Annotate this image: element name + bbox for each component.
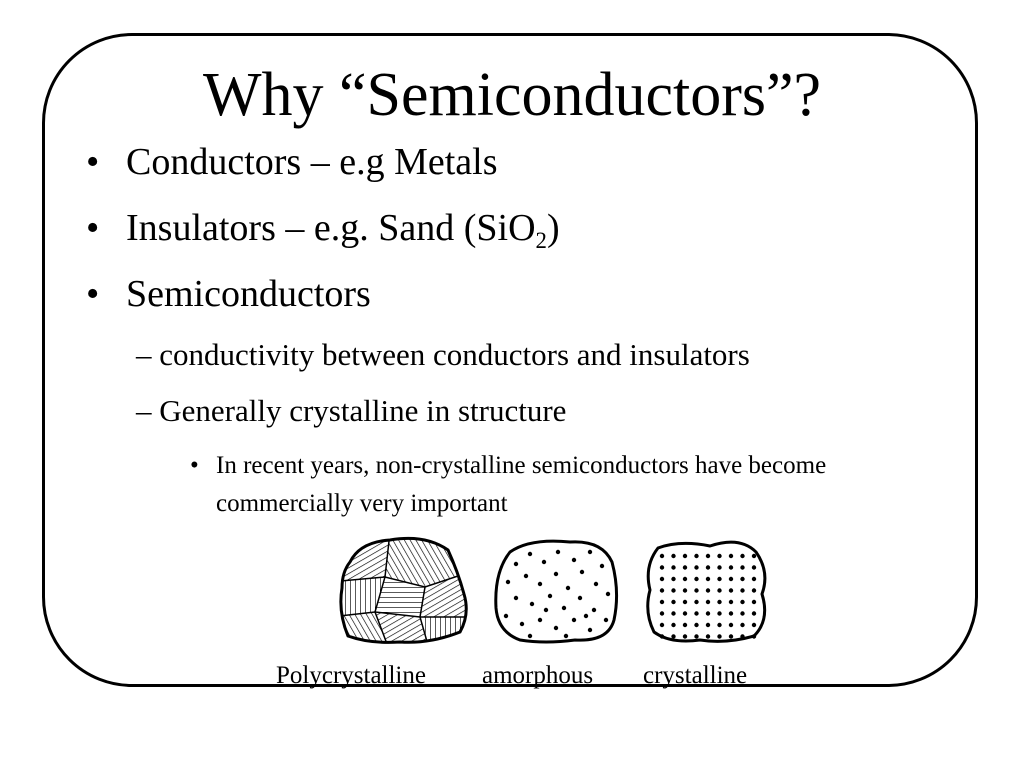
lattice-dot (671, 577, 675, 581)
lattice-dot (729, 634, 733, 638)
bullet-insulators (86, 205, 560, 251)
lattice-dot (706, 577, 710, 581)
lattice-dot (671, 623, 675, 627)
lattice-dot (752, 565, 756, 569)
lattice-dot (729, 577, 733, 581)
label-crystalline: crystalline (643, 662, 748, 689)
bullet-text: Conductors – e.g Metals (126, 141, 498, 183)
lattice-dot (660, 565, 664, 569)
lattice-dot (694, 600, 698, 604)
lattice-dot (706, 623, 710, 627)
sub-bullet-conductivity: – conductivity between conductors and insulators (136, 337, 750, 372)
bullet-mark: • (190, 452, 199, 479)
label-polycrystalline: Polycrystalline (276, 662, 426, 689)
bullet-mark: • (86, 273, 100, 315)
lattice-dot (706, 554, 710, 558)
lattice-dot (660, 611, 664, 615)
lattice-dot (729, 623, 733, 627)
lattice-dot (740, 600, 744, 604)
bullet-mark: • (86, 207, 100, 249)
lattice-dot (752, 611, 756, 615)
lattice-dot (729, 565, 733, 569)
lattice-dot (683, 611, 687, 615)
lattice-dot (694, 565, 698, 569)
lattice-dot (717, 565, 721, 569)
lattice-dot (729, 600, 733, 604)
structure-figures (330, 532, 790, 652)
sub-bullet-crystalline: – Generally crystalline in structure (136, 393, 567, 428)
lattice-dot (706, 565, 710, 569)
bullet-conductors (86, 139, 498, 185)
lattice-dot (660, 600, 664, 604)
lattice-dot (671, 565, 675, 569)
slide-title: Why “Semiconductors”? (202, 61, 822, 129)
bullet-semiconductors (86, 271, 371, 317)
lattice-dot (752, 634, 756, 638)
lattice-dot (683, 634, 687, 638)
lattice-dot (660, 634, 664, 638)
bullet-text: Semiconductors (126, 273, 371, 315)
label-amorphous: amorphous (482, 662, 594, 689)
lattice-dot (740, 634, 744, 638)
crystalline-figure (648, 542, 765, 641)
lattice-dot (694, 634, 698, 638)
lattice-dot (752, 623, 756, 627)
lattice-dot (683, 588, 687, 592)
lattice-dot (683, 565, 687, 569)
bullet-mark: • (86, 141, 100, 183)
lattice-dot (694, 611, 698, 615)
lattice-dot (683, 577, 687, 581)
lattice-dot (683, 554, 687, 558)
lattice-dot (740, 623, 744, 627)
lattice-dot (752, 588, 756, 592)
lattice-dot (694, 588, 698, 592)
lattice-dot (671, 634, 675, 638)
lattice-dot (660, 577, 664, 581)
lattice-dot (706, 634, 710, 638)
lattice-dot (752, 554, 756, 558)
lattice-dot (740, 577, 744, 581)
lattice-dot (740, 611, 744, 615)
sub-sub-bullet-text: In recent years, non-crystalline semiconductors have become commercially very important (216, 452, 827, 517)
lattice-dot (706, 611, 710, 615)
lattice-dot (717, 623, 721, 627)
lattice-dot (706, 588, 710, 592)
lattice-dot (660, 554, 664, 558)
lattice-dot (683, 600, 687, 604)
lattice-dot (717, 634, 721, 638)
lattice-dot (717, 611, 721, 615)
sub-sub-bullet (190, 447, 950, 523)
lattice-dot (717, 554, 721, 558)
bullet-text-end: ) (546, 207, 560, 249)
lattice-dot (706, 600, 710, 604)
lattice-dot (671, 611, 675, 615)
lattice-dot (740, 588, 744, 592)
lattice-dot (752, 600, 756, 604)
lattice-dot (717, 600, 721, 604)
polycrystalline-figure (330, 532, 470, 652)
lattice-dot (694, 577, 698, 581)
lattice-dot (694, 623, 698, 627)
lattice-dot (671, 588, 675, 592)
lattice-dot (740, 565, 744, 569)
amorphous-figure (496, 541, 617, 642)
lattice-dot (752, 577, 756, 581)
lattice-dot (694, 554, 698, 558)
lattice-dot (671, 554, 675, 558)
bullet-text: Insulators – e.g. Sand (SiO (126, 207, 536, 249)
lattice-dot (729, 588, 733, 592)
lattice-dot (729, 554, 733, 558)
lattice-dot (671, 600, 675, 604)
lattice-dot (740, 554, 744, 558)
lattice-dot (717, 588, 721, 592)
lattice-dot (729, 611, 733, 615)
lattice-dot (717, 577, 721, 581)
lattice-dot (683, 623, 687, 627)
subscript: 2 (535, 227, 547, 253)
crystal-lattice (660, 554, 756, 639)
lattice-dot (660, 623, 664, 627)
lattice-dot (660, 588, 664, 592)
